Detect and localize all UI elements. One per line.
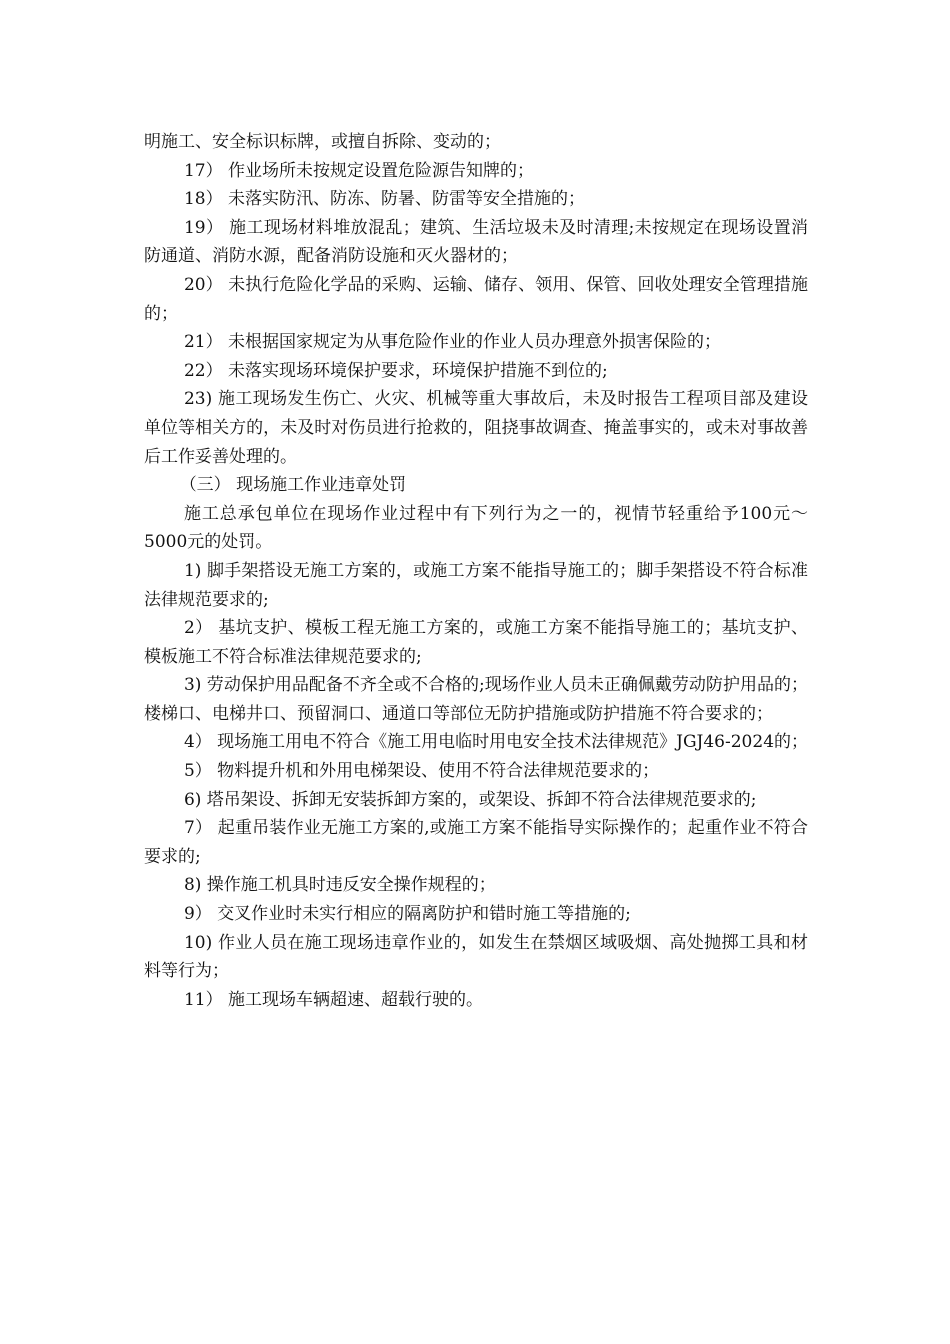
paragraph-item-21: 21） 未根据国家规定为从事危险作业的作业人员办理意外损害保险的； xyxy=(183,332,721,353)
paragraph-intro: 施工总承包单位在现场作业过程中有下列行为之一的，视情节轻重给予100元～5000元的处罚。 xyxy=(144,503,808,553)
paragraph-rule-1: 1) 脚手架搭设无施工方案的，或施工方案不能指导施工的；脚手架搭设不符合标准法律规范要求的; xyxy=(144,560,808,610)
document-body xyxy=(144,128,808,1014)
paragraph-rule-2: 2） 基坑支护、模板工程无施工方案的，或施工方案不能指导施工的；基坑支护、模板施工不符合标准法律规范要求的; xyxy=(144,618,808,667)
paragraph-rule-11: 11） 施工现场车辆超速、超载行驶的。 xyxy=(183,989,483,1010)
paragraph-rule-4: 4） 现场施工用电不符合《施工用电临时用电安全技术法律规范》JGJ46-2024的； xyxy=(183,732,809,753)
paragraph-rule-5: 5） 物料提升机和外用电梯架设、使用不符合法律规范要求的； xyxy=(183,761,660,782)
paragraph-rule-3: 3) 劳动保护用品配备不齐全或不合格的;现场作业人员未正确佩戴劳动防护用品的；楼梯口、电梯井口、预留洞口、通道口等部位无防护措施或防护措施不符合要求的； xyxy=(144,675,808,724)
paragraph-item-23: 23) 施工现场发生伤亡、火灾、机械等重大事故后，未及时报告工程项目部及建设单位等相关方的，未及时对伤员进行抢救的，阻挠事故调查、掩盖事实的，或未对事故善后工作妥善处理的。 xyxy=(144,389,808,467)
paragraph-item-20: 20） 未执行危险化学品的采购、运输、储存、领用、保管、回收处理安全管理措施的； xyxy=(144,274,808,324)
paragraph-rule-6: 6) 塔吊架设、拆卸无安装拆卸方案的，或架设、拆卸不符合法律规范要求的; xyxy=(183,789,757,810)
paragraph-rule-7: 7） 起重吊装作业无施工方案的,或施工方案不能指导实际操作的；起重作业不符合要求的; xyxy=(144,818,808,867)
paragraph-item-22: 22） 未落实现场环境保护要求，环境保护措施不到位的; xyxy=(183,360,608,381)
paragraph-item-18: 18） 未落实防汛、防冻、防暑、防雷等安全措施的； xyxy=(183,189,585,210)
paragraph-rule-9: 9） 交叉作业时未实行相应的隔离防护和错时施工等措施的; xyxy=(183,904,631,925)
paragraph-item-19: 19） 施工现场材料堆放混乱；建筑、生活垃圾未及时清理;未按规定在现场设置消防通道、消防水源，配备消防设施和灭火器材的； xyxy=(144,217,808,267)
paragraph-item-17: 17） 作业场所未按规定设置危险源告知牌的； xyxy=(183,160,534,181)
paragraph-continuation: 明施工、安全标识标牌，或擅自拆除、变动的； xyxy=(144,132,501,152)
paragraph-rule-10: 10) 作业人员在施工现场违章作业的，如发生在禁烟区域吸烟、高处抛掷工具和材料等行为； xyxy=(144,932,808,982)
section-heading: （三） 现场施工作业违章处罚 xyxy=(179,475,407,496)
paragraph-rule-8: 8) 操作施工机具时违反安全操作规程的； xyxy=(183,875,496,896)
